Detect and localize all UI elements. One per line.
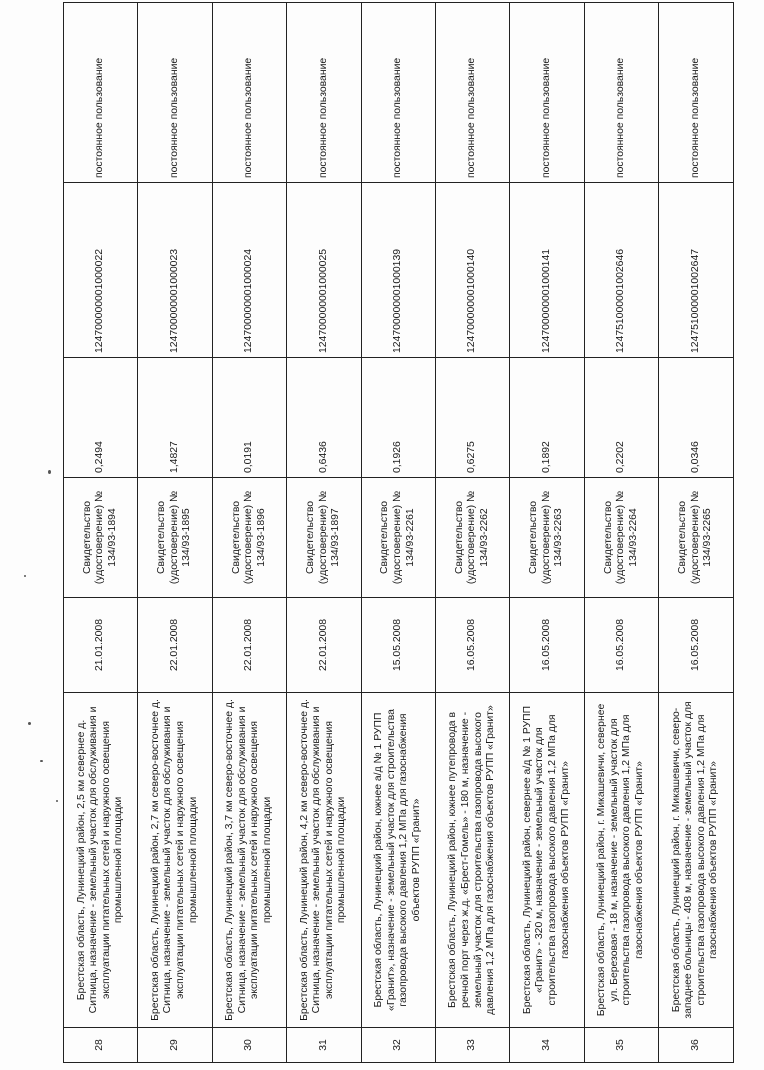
table-row <box>435 3 509 1063</box>
row-number: 36 <box>659 1028 733 1063</box>
table-row <box>287 3 361 1063</box>
certificate-number: Свидетельство (удостоверение) № 134/93-1894 <box>64 478 138 598</box>
right-type: постоянное пользование <box>287 3 361 183</box>
row-number: 35 <box>584 1028 658 1063</box>
right-type: постоянное пользование <box>659 3 733 183</box>
plot-description: Брестская область, Лунинецкий район, 4,2 км северо-восточнее д. Ситница, назначение - земельный участок для обслуживания и эксплуатации питательных сетей и наружного освещения промышленной площадки <box>287 693 361 1028</box>
cadastral-number: 124700000001000141 <box>510 183 584 358</box>
scan-speck <box>40 760 43 762</box>
plot-description: Брестская область, Лунинецкий район, южнее путепровода в речной порт через ж.д. «Брест-Гомель» - 180 м, назначение - земельный участок для строительства газопровода высокого давления 1,2 МПа для газоснабжения объектов РУПП «Гранит» <box>435 693 509 1028</box>
plot-description: Брестская область, Лунинецкий район, южнее а/д № 1 РУПП «Гранит», назначение - земельный участок для строительства газопровода высокого давления 1,2 МПа для газоснабжения объектов РУПП «Гранит» <box>361 693 435 1028</box>
cadastral-number: 124751000001002646 <box>584 183 658 358</box>
right-type: постоянное пользование <box>510 3 584 183</box>
right-type: постоянное пользование <box>435 3 509 183</box>
right-type: постоянное пользование <box>584 3 658 183</box>
plot-area: 0,6275 <box>435 358 509 478</box>
row-number: 32 <box>361 1028 435 1063</box>
land-plots-table <box>63 2 734 1063</box>
certificate-number: Свидетельство (удостоверение) № 134/93-2263 <box>510 478 584 598</box>
plot-area: 1,4827 <box>138 358 212 478</box>
right-type: постоянное пользование <box>138 3 212 183</box>
cadastral-number: 124700000001000139 <box>361 183 435 358</box>
cadastral-number: 124751000001002647 <box>659 183 733 358</box>
row-number: 31 <box>287 1028 361 1063</box>
registration-date: 16.05.2008 <box>584 598 658 693</box>
plot-area: 0,2494 <box>64 358 138 478</box>
registration-date: 22.01.2008 <box>212 598 286 693</box>
plot-area: 0,0346 <box>659 358 733 478</box>
cadastral-number: 124700000001000023 <box>138 183 212 358</box>
table-row <box>212 3 286 1063</box>
table-row <box>138 3 212 1063</box>
plot-area: 0,1892 <box>510 358 584 478</box>
table-row <box>584 3 658 1063</box>
row-number: 28 <box>64 1028 138 1063</box>
plot-description: Брестская область, Лунинецкий район, 2,5 км севернее д. Ситница, назначение - земельный участок для обслуживания и эксплуатации питательных сетей и наружного освещения промышленной площадки <box>64 693 138 1028</box>
cadastral-number: 124700000001000022 <box>64 183 138 358</box>
rotated-table-container <box>63 3 733 1063</box>
certificate-number: Свидетельство (удостоверение) № 134/93-1897 <box>287 478 361 598</box>
certificate-number: Свидетельство (удостоверение) № 134/93-1895 <box>138 478 212 598</box>
plot-description: Брестская область, Лунинецкий район, севернее а/д № 1 РУПП «Гранит» - 320 м, назначение - земельный участок для строительства газопровода высокого давления 1,2 МПа для газоснабжения объектов РУПП «Гранит» <box>510 693 584 1028</box>
table-row <box>64 3 138 1063</box>
row-number: 30 <box>212 1028 286 1063</box>
registration-date: 15.05.2008 <box>361 598 435 693</box>
registration-date: 22.01.2008 <box>287 598 361 693</box>
scan-speck <box>24 575 26 577</box>
right-type: постоянное пользование <box>64 3 138 183</box>
table-row <box>510 3 584 1063</box>
right-type: постоянное пользование <box>361 3 435 183</box>
scan-speck <box>56 800 58 802</box>
scan-speck <box>48 470 51 474</box>
certificate-number: Свидетельство (удостоверение) № 134/93-2261 <box>361 478 435 598</box>
plot-description: Брестская область, Лунинецкий район, г. Микашевичи, севернее ул. Березовая - 18 м, назначение - земельный участок для строительства газопровода высокого давления 1,2 МПа для газоснабжения объектов РУПП «Гранит» <box>584 693 658 1028</box>
scan-speck <box>28 722 31 725</box>
plot-area: 0,0191 <box>212 358 286 478</box>
registration-date: 16.05.2008 <box>510 598 584 693</box>
plot-area: 0,6436 <box>287 358 361 478</box>
row-number: 33 <box>435 1028 509 1063</box>
plot-description: Брестская область, Лунинецкий район, 2,7 км северо-восточнее д. Ситница, назначение - земельный участок для обслуживания и эксплуатации питательных сетей и наружного освещения промышленной площадки <box>138 693 212 1028</box>
registration-date: 16.05.2008 <box>659 598 733 693</box>
registration-date: 16.05.2008 <box>435 598 509 693</box>
table-row <box>361 3 435 1063</box>
registration-date: 21.01.2008 <box>64 598 138 693</box>
certificate-number: Свидетельство (удостоверение) № 134/93-2262 <box>435 478 509 598</box>
cadastral-number: 124700000001000140 <box>435 183 509 358</box>
certificate-number: Свидетельство (удостоверение) № 134/93-2264 <box>584 478 658 598</box>
certificate-number: Свидетельство (удостоверение) № 134/93-2265 <box>659 478 733 598</box>
registration-date: 22.01.2008 <box>138 598 212 693</box>
row-number: 29 <box>138 1028 212 1063</box>
plot-area: 0,2202 <box>584 358 658 478</box>
cadastral-number: 124700000001000024 <box>212 183 286 358</box>
plot-description: Брестская область, Лунинецкий район, 3,7 км северо-восточнее д. Ситница, назначение - земельный участок для обслуживания и эксплуатации питательных сетей и наружного освещения промышленной площадки <box>212 693 286 1028</box>
table-row <box>659 3 733 1063</box>
cadastral-number: 124700000001000025 <box>287 183 361 358</box>
certificate-number: Свидетельство (удостоверение) № 134/93-1896 <box>212 478 286 598</box>
plot-area: 0,1926 <box>361 358 435 478</box>
plot-description: Брестская область, Лунинецкий район, г. Микашевичи, северо-западнее больницы - 408 м, назначение - земельный участок для строительства газопровода высокого давления 1,2 МПа для газоснабжения объектов РУПП «Гранит» <box>659 693 733 1028</box>
right-type: постоянное пользование <box>212 3 286 183</box>
row-number: 34 <box>510 1028 584 1063</box>
